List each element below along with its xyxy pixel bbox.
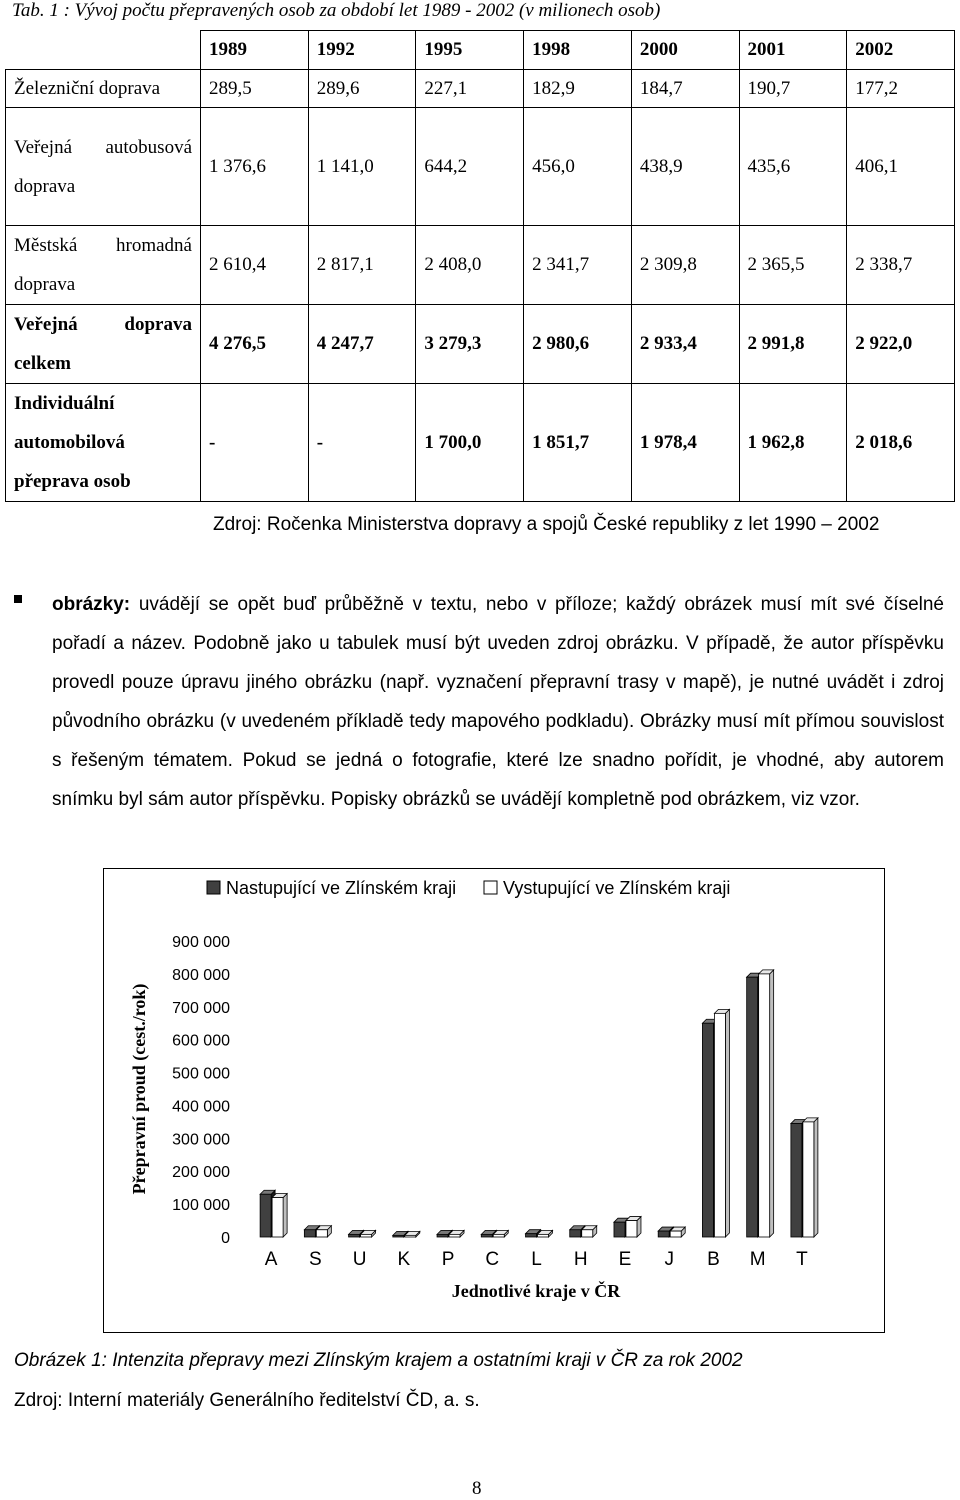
y-tick-label: 900 000 <box>172 934 230 951</box>
row-label: Městská hromadná doprava <box>6 226 201 305</box>
figure-caption: Obrázek 1: Intenzita přepravy mezi Zlínským krajem a ostatními kraji v ČR za rok 2002 <box>14 1350 743 1371</box>
page-number: 8 <box>472 1478 482 1499</box>
legend-label-series-0: Nastupující ve Zlínském kraji <box>226 878 457 898</box>
table-cell: 2 341,7 <box>524 226 632 305</box>
bar-side-T-s1 <box>814 1118 818 1237</box>
table-cell: 177,2 <box>847 70 955 108</box>
table-cell: 289,5 <box>201 70 309 108</box>
y-tick-label: 100 000 <box>172 1197 230 1215</box>
bar-S-s1 <box>316 1230 327 1237</box>
bar-P-s0 <box>437 1234 448 1237</box>
bar-T-s0 <box>791 1124 802 1237</box>
x-tick-label: A <box>264 1249 278 1270</box>
x-tick-label: C <box>485 1249 500 1270</box>
y-tick-label: 800 000 <box>172 966 230 984</box>
table-cell: 227,1 <box>416 70 524 108</box>
x-tick-label: S <box>309 1249 322 1270</box>
legend-swatch-series-1 <box>484 881 497 894</box>
x-tick-label: M <box>749 1249 766 1270</box>
table-row <box>6 108 955 226</box>
table-cell: 1 978,4 <box>631 384 739 502</box>
bar-side-M-s1 <box>770 970 774 1237</box>
bar-M-s1 <box>759 974 770 1237</box>
bar-U-s0 <box>349 1234 360 1237</box>
bar-H-s0 <box>570 1230 581 1237</box>
table-cell: 184,7 <box>631 70 739 108</box>
bullet-item <box>14 585 944 819</box>
year-header: 1998 <box>524 31 632 70</box>
table-cell: 1 962,8 <box>739 384 847 502</box>
bar-H-s1 <box>582 1230 593 1237</box>
y-tick-label: 200 000 <box>172 1164 230 1182</box>
x-tick-label: L <box>531 1249 542 1270</box>
table-cell: 2 922,0 <box>847 305 955 384</box>
row-label: Veřejná doprava celkem <box>6 305 201 384</box>
table-cell: 1 851,7 <box>524 384 632 502</box>
table-cell: 1 141,0 <box>308 108 416 226</box>
table-cell: 289,6 <box>308 70 416 108</box>
transport-table <box>5 30 955 502</box>
bar-A-s1 <box>272 1198 283 1237</box>
bar-L-s0 <box>526 1234 537 1237</box>
row-label: Individuální automobilová přeprava osob <box>6 384 201 502</box>
table-cell: 406,1 <box>847 108 955 226</box>
bar-side-B-s1 <box>725 1009 729 1237</box>
y-tick-label: 600 000 <box>172 1032 230 1050</box>
x-tick-label: E <box>618 1249 632 1270</box>
table-cell: 4 276,5 <box>201 305 309 384</box>
table-row <box>6 384 955 502</box>
table-body <box>6 70 955 502</box>
x-tick-label: H <box>573 1249 588 1270</box>
y-tick-label: 0 <box>221 1230 230 1247</box>
table-cell: 1 700,0 <box>416 384 524 502</box>
table-cell: 435,6 <box>739 108 847 226</box>
table-cell: 2 817,1 <box>308 226 416 305</box>
table-cell: 4 247,7 <box>308 305 416 384</box>
bar-S-s0 <box>304 1230 315 1237</box>
bar-chart <box>104 869 884 1332</box>
y-tick-label: 400 000 <box>172 1098 230 1116</box>
y-axis-label: Přepravní proud (cest./rok) <box>129 983 149 1195</box>
y-tick-label: 700 000 <box>172 999 230 1017</box>
year-header: 2000 <box>631 31 739 70</box>
table-cell: 182,9 <box>524 70 632 108</box>
bar-P-s1 <box>449 1234 460 1237</box>
bar-E-s0 <box>614 1222 625 1237</box>
table-cell: 2 991,8 <box>739 305 847 384</box>
y-tick-label: 300 000 <box>172 1131 230 1149</box>
y-tick-label: 500 000 <box>172 1065 230 1083</box>
bullet-paragraph <box>52 585 944 819</box>
year-header: 2002 <box>847 31 955 70</box>
bar-K-s0 <box>393 1235 404 1237</box>
table-row <box>6 305 955 384</box>
table-cell: 3 279,3 <box>416 305 524 384</box>
table-cell: 2 610,4 <box>201 226 309 305</box>
table-cell: 438,9 <box>631 108 739 226</box>
legend-label-series-1: Vystupující ve Zlínském kraji <box>503 878 731 898</box>
x-tick-label: J <box>664 1249 674 1270</box>
table-cell: 190,7 <box>739 70 847 108</box>
year-header: 1989 <box>201 31 309 70</box>
figure-source: Zdroj: Interní materiály Generálního ředitelství ČD, a. s. <box>14 1390 480 1411</box>
bar-C-s1 <box>493 1234 504 1237</box>
table-cell: 2 365,5 <box>739 226 847 305</box>
table-cell: 2 309,8 <box>631 226 739 305</box>
legend-swatch-series-0 <box>207 881 220 894</box>
table-cell: 456,0 <box>524 108 632 226</box>
bullet-body: uvádějí se opět buď průběžně v textu, nebo v příloze; každý obrázek musí mít své číselné pořadí a název. Podobně jako u tabulek musí být uveden zdroj obrázku. V případě, že autor příspěvku provedl pouze úpravu jiného obrázku (např. vyznačení přepravní trasy v mapě), je nutné uvádět i zdroj původního obrázku (v uvedeném příkladě tedy mapového podkladu). Obrázky musí mít přímou souvislost s řešeným tématem. Pokud se jedná o fotografie, které lze snadno pořídit, je vhodné, aby autorem snímku byl sám autor příspěvku. Popisky obrázků se uvádějí kompletně pod obrázkem, viz vzor. <box>52 594 944 810</box>
bar-E-s1 <box>626 1221 637 1237</box>
bar-M-s0 <box>747 977 758 1237</box>
bar-B-s0 <box>702 1023 713 1237</box>
x-axis-label: Jednotlivé kraje v ČR <box>451 1281 621 1301</box>
table-cell: 2 408,0 <box>416 226 524 305</box>
x-tick-label: B <box>707 1249 720 1270</box>
x-tick-label: P <box>441 1249 455 1270</box>
table-header-row <box>6 31 955 70</box>
bar-J-s1 <box>670 1231 681 1237</box>
table-cell: - <box>308 384 416 502</box>
table-cell: - <box>201 384 309 502</box>
table-cell: 2 933,4 <box>631 305 739 384</box>
table-cell: 1 376,6 <box>201 108 309 226</box>
table-caption: Tab. 1 : Vývoj počtu přepravených osob za období let 1989 - 2002 (v milionech osob) <box>12 0 661 21</box>
bar-A-s0 <box>260 1194 271 1237</box>
table-source: Zdroj: Ročenka Ministerstva dopravy a spojů České republiky z let 1990 – 2002 <box>213 514 880 535</box>
bar-J-s0 <box>658 1231 669 1237</box>
bar-C-s0 <box>481 1234 492 1237</box>
bar-T-s1 <box>803 1122 814 1237</box>
x-tick-label: U <box>352 1249 367 1270</box>
year-header: 1995 <box>416 31 524 70</box>
table-row <box>6 226 955 305</box>
bar-K-s1 <box>405 1235 416 1237</box>
bar-side-A-s1 <box>283 1194 287 1237</box>
year-header: 1992 <box>308 31 416 70</box>
table-cell: 2 980,6 <box>524 305 632 384</box>
table-cell: 2 338,7 <box>847 226 955 305</box>
bullet-square-icon <box>14 595 22 603</box>
bar-B-s1 <box>714 1013 725 1237</box>
table-cell: 2 018,6 <box>847 384 955 502</box>
x-tick-label: T <box>796 1249 808 1270</box>
table-cell: 644,2 <box>416 108 524 226</box>
year-header: 2001 <box>739 31 847 70</box>
chart-frame <box>103 868 885 1333</box>
bullet-lead: obrázky: <box>52 594 131 615</box>
bar-L-s1 <box>538 1234 549 1237</box>
table-corner-cell <box>6 31 201 70</box>
bar-U-s1 <box>361 1234 372 1237</box>
x-tick-label: K <box>397 1249 411 1270</box>
table-row <box>6 70 955 108</box>
row-label: Železniční doprava <box>6 70 201 108</box>
row-label: Veřejná autobusová doprava <box>6 108 201 226</box>
